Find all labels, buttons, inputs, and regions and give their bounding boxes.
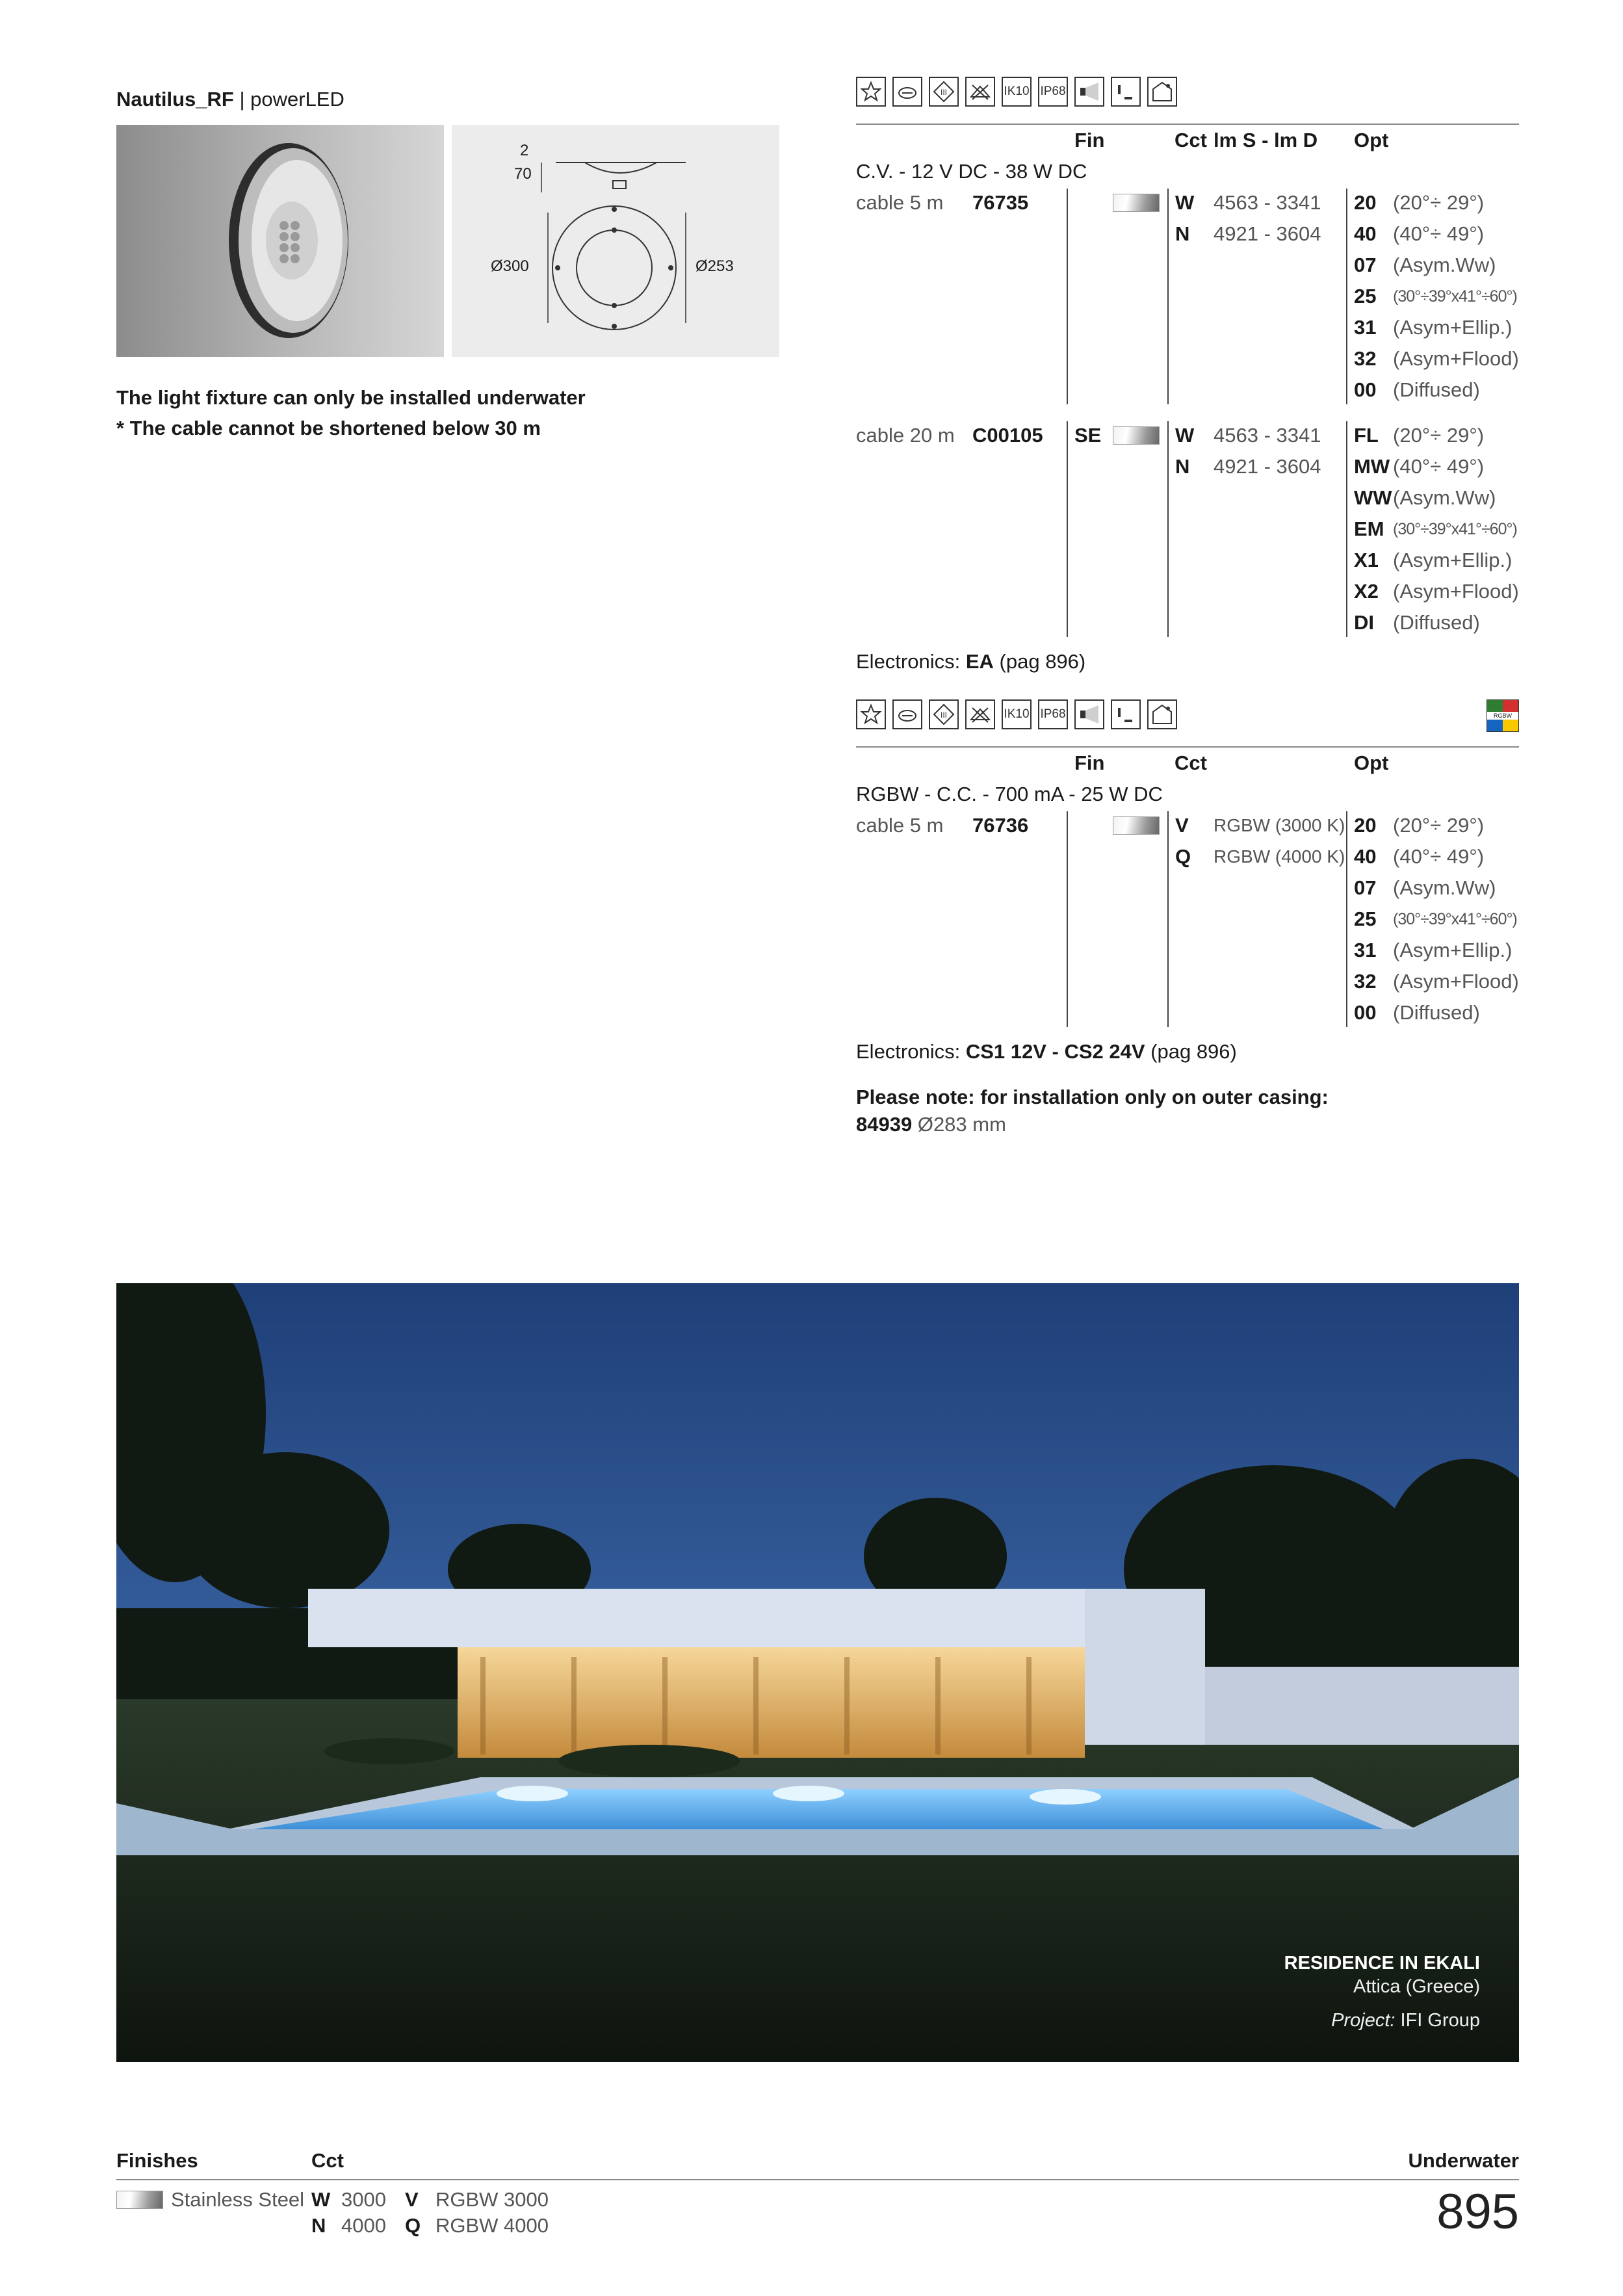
table1-divider: [1067, 421, 1068, 637]
electronics-value: CS1 12V - CS2 24V: [965, 1040, 1145, 1063]
dim-height: 70: [514, 165, 532, 183]
outer-casing: [856, 1113, 1006, 1136]
opt-code: 07: [1354, 876, 1377, 899]
ip68-icon: IP68: [1038, 699, 1068, 729]
no-cover-icon: [965, 699, 995, 729]
svg-text:III: III: [940, 88, 948, 97]
finish-swatch: [116, 2191, 163, 2209]
table2-row1-code: 76736: [972, 814, 1029, 837]
lumen-value: 4921 - 3604: [1214, 222, 1321, 245]
housing-icon: [1147, 77, 1177, 107]
table1-header-lm: lm S - lm D: [1214, 129, 1318, 151]
opt-desc: (Asym+Flood): [1393, 347, 1519, 370]
table2-rule: [856, 746, 1519, 748]
opt-desc: (Diffused): [1393, 611, 1480, 634]
electronics-ref: (pag 896): [1145, 1040, 1237, 1063]
class-iii-icon: [929, 77, 959, 107]
opt-code: 31: [1354, 939, 1377, 961]
photo-caption-title: RESIDENCE IN EKALI: [1284, 1953, 1480, 1974]
opt-desc: (Asym+Flood): [1393, 580, 1519, 603]
ip68-icon: IP68: [1038, 77, 1068, 107]
ik10-icon: IK10: [1002, 77, 1032, 107]
table1-row1-code: 76735: [972, 191, 1029, 214]
cct-code: N: [1175, 222, 1190, 245]
lumen-value: 4563 - 3341: [1214, 424, 1321, 447]
cct-code: N: [1175, 455, 1190, 478]
note-cable: * The cable cannot be shortened below 30 m: [116, 417, 541, 439]
footer-finishes-label: Finishes: [116, 2149, 198, 2172]
electronics-value: EA: [965, 650, 994, 673]
photo-caption-location: Attica (Greece): [1353, 1976, 1480, 1997]
stainless-swatch: [1113, 816, 1160, 835]
recessed-icon: [1111, 77, 1141, 107]
page-number: 895: [1436, 2184, 1519, 2239]
opt-code: 32: [1354, 347, 1377, 370]
note-underwater: The light fixture can only be installed underwater: [116, 386, 586, 409]
lumen-value: 4921 - 3604: [1214, 455, 1321, 478]
project-value: IFI Group: [1395, 2010, 1480, 2031]
opt-code: X2: [1354, 580, 1379, 603]
opt-desc: (20°÷ 29°): [1393, 191, 1485, 214]
table2-title: RGBW - C.C. - 700 mA - 25 W DC: [856, 783, 1163, 805]
footer-cct-code: Q: [405, 2214, 421, 2237]
opt-desc: (Asym+Flood): [1393, 970, 1519, 993]
outer-casing-code: 84939: [856, 1113, 913, 1136]
opt-code: 20: [1354, 191, 1377, 214]
opt-desc: (Diffused): [1393, 1001, 1480, 1024]
table1-divider: [1167, 189, 1169, 404]
opt-code: 00: [1354, 378, 1377, 401]
cct-desc: RGBW (3000 K): [1214, 815, 1345, 835]
electronics-label: Electronics:: [856, 650, 966, 673]
rgbw-label: RGBW: [1487, 712, 1518, 720]
dim-top: 2: [520, 142, 529, 159]
beam-icon: [1074, 77, 1104, 107]
star-icon: [856, 77, 886, 107]
footer-cct-value: RGBW 4000: [435, 2214, 549, 2237]
opt-desc: (30°÷39°x41°÷60°): [1393, 910, 1517, 928]
table2-divider: [1067, 811, 1068, 1027]
opt-desc: (Asym.Ww): [1393, 254, 1496, 276]
table2-divider: [1167, 811, 1169, 1027]
stainless-swatch: [1113, 194, 1160, 212]
housing-icon: [1147, 699, 1177, 729]
footer-cct-value: 3000: [341, 2188, 386, 2211]
opt-code: 40: [1354, 845, 1377, 868]
table1-rule: [856, 124, 1519, 125]
table2-electronics: [856, 1040, 1237, 1063]
driveover-icon: [892, 699, 922, 729]
opt-desc: (30°÷39°x41°÷60°): [1393, 287, 1517, 306]
footer-section: Underwater: [1408, 2149, 1519, 2172]
electronics-label: Electronics:: [856, 1040, 966, 1063]
opt-code: 20: [1354, 814, 1377, 837]
opt-desc: (Asym.Ww): [1393, 876, 1496, 899]
feature-icons-2: [856, 699, 1177, 729]
product-title: [116, 88, 344, 111]
footer-cct-value: 4000: [341, 2214, 386, 2237]
feature-icons-1: [856, 77, 1177, 107]
opt-desc: (Asym+Ellip.): [1393, 549, 1513, 571]
cct-code: W: [1175, 191, 1195, 214]
no-cover-icon: [965, 77, 995, 107]
opt-code: 32: [1354, 970, 1377, 993]
table1-divider: [1346, 189, 1347, 404]
table1-divider: [1167, 421, 1169, 637]
opt-desc: (Diffused): [1393, 378, 1480, 401]
opt-code: MW: [1354, 455, 1390, 478]
driveover-icon: [892, 77, 922, 107]
cct-desc: RGBW (4000 K): [1214, 846, 1345, 867]
rgbw-icon: [1487, 699, 1519, 732]
product-family: | powerLED: [233, 88, 344, 111]
footer-cct-label: Cct: [311, 2149, 344, 2172]
opt-desc: (Asym.Ww): [1393, 486, 1496, 509]
opt-code: 31: [1354, 316, 1377, 339]
opt-code: X1: [1354, 549, 1379, 571]
electronics-ref: (pag 896): [993, 650, 1086, 673]
cct-code: Q: [1175, 845, 1191, 868]
table1-divider: [1346, 421, 1347, 637]
opt-desc: (Asym+Ellip.): [1393, 316, 1513, 339]
recessed-icon: [1111, 699, 1141, 729]
opt-code: 00: [1354, 1001, 1377, 1024]
table1-header-fin: Fin: [1074, 129, 1105, 151]
stainless-swatch: [1113, 426, 1160, 445]
opt-desc: (20°÷ 29°): [1393, 424, 1485, 447]
svg-text:III: III: [940, 711, 948, 720]
cct-code: W: [1175, 424, 1195, 447]
opt-desc: (30°÷39°x41°÷60°): [1393, 520, 1517, 538]
table1-row2-fin: SE: [1074, 424, 1102, 447]
cct-code: V: [1175, 814, 1189, 837]
table1-row2-code: C00105: [972, 424, 1043, 447]
footer-cct-code: W: [311, 2188, 331, 2211]
opt-code: 25: [1354, 285, 1377, 307]
table2-header-cct: Cct: [1175, 751, 1207, 774]
class-iii-icon: [929, 699, 959, 729]
footer-rule: [116, 2179, 1519, 2180]
opt-desc: (20°÷ 29°): [1393, 814, 1485, 837]
product-name: Nautilus_RF: [116, 88, 234, 111]
beam-icon: [1074, 699, 1104, 729]
photo-caption-project: [1331, 2010, 1480, 2031]
finish-name: Stainless Steel: [171, 2188, 305, 2211]
dim-outer: Ø300: [491, 257, 529, 275]
opt-desc: (40°÷ 49°): [1393, 222, 1485, 245]
opt-code: EM: [1354, 517, 1384, 540]
table1-header-cct: Cct: [1175, 129, 1207, 151]
opt-desc: (Asym+Ellip.): [1393, 939, 1513, 961]
table1-row1-cable: cable 5 m: [856, 191, 944, 214]
opt-desc: (40°÷ 49°): [1393, 455, 1485, 478]
opt-code: FL: [1354, 424, 1379, 447]
table1-row2-cable: cable 20 m: [856, 424, 955, 447]
table1-header-opt: Opt: [1354, 129, 1389, 151]
opt-code: WW: [1354, 486, 1392, 509]
footer-cct-code: N: [311, 2214, 326, 2237]
star-icon: [856, 699, 886, 729]
please-note: Please note: for installation only on outer casing:: [856, 1086, 1329, 1108]
opt-desc: (40°÷ 49°): [1393, 845, 1485, 868]
project-label: Project:: [1331, 2010, 1396, 2031]
table2-header-fin: Fin: [1074, 751, 1105, 774]
table2-row1-cable: cable 5 m: [856, 814, 944, 837]
outer-casing-size: Ø283 mm: [912, 1113, 1006, 1136]
opt-code: 25: [1354, 907, 1377, 930]
footer-cct-value: RGBW 3000: [435, 2188, 549, 2211]
technical-drawing: [452, 125, 779, 357]
opt-code: 40: [1354, 222, 1377, 245]
table1-electronics: [856, 650, 1085, 673]
opt-code: DI: [1354, 611, 1374, 634]
opt-code: 07: [1354, 254, 1377, 276]
table1-title: C.V. - 12 V DC - 38 W DC: [856, 160, 1087, 183]
product-photo: [116, 125, 444, 357]
dim-inner: Ø253: [695, 257, 734, 275]
table1-divider: [1067, 189, 1068, 404]
footer-cct-code: V: [405, 2188, 419, 2211]
table2-header-opt: Opt: [1354, 751, 1389, 774]
lumen-value: 4563 - 3341: [1214, 191, 1321, 214]
table2-divider: [1346, 811, 1347, 1027]
residence-photo: [116, 1283, 1519, 2062]
ik10-icon: IK10: [1002, 699, 1032, 729]
